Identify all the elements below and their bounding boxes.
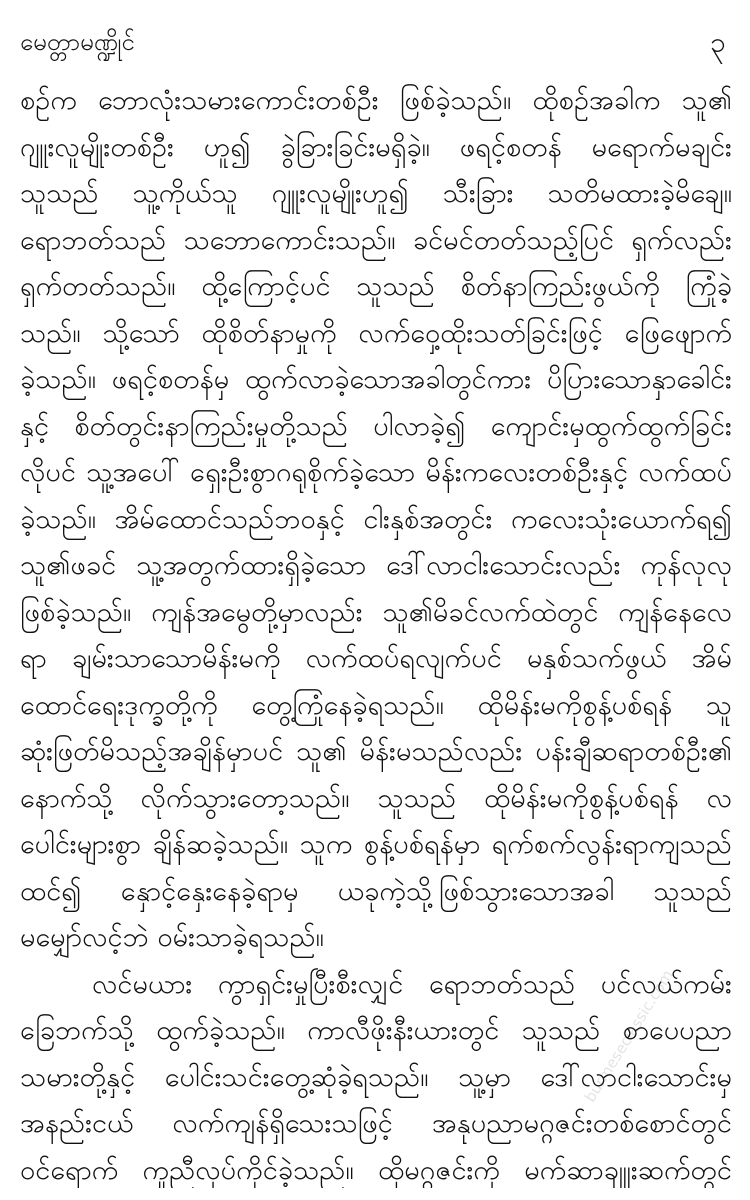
text-line: ရာ ချမ်းသာသောမိန်းမကို လက်ထပ်ရလျက်ပင် မနှစ်သက်ဖွယ် အိမ် bbox=[20, 643, 732, 674]
text-line: ခဲ့သည်။ ဖရင့်စတန်မှ ထွက်လာခဲ့သောအခါတွင်ကား ပိပြားသောနှာခေါင်း bbox=[20, 364, 732, 395]
text-line: သူ၏ဖခင် သူ့အတွက်ထားရှိခဲ့သော ဒေါ်လာငါးသောင်းလည်း ကုန်လုလု bbox=[20, 550, 732, 581]
text-line: အနည်းငယ် လက်ကျန်ရှိသေးသဖြင့် အနုပညာမဂ္ဂဇင်းတစ်စောင်တွင် bbox=[20, 1108, 732, 1139]
text-line: ဆုံးဖြတ်မိသည့်အချိန်မှာပင် သူ၏ မိန်းမသည်လည်း ပန်းချီဆရာတစ်ဦး၏ bbox=[20, 736, 732, 767]
text-line: သူသည် သူ့ကိုယ်သူ ဂျူးလူမျိုးဟူ၍ သီးခြား သတိမထားခဲ့မိချေ။ bbox=[20, 178, 732, 209]
body-text bbox=[20, 78, 732, 1188]
text-line: သမားတို့နှင့် ပေါင်းသင်းတွေ့ဆုံခဲ့ရသည်။ သူ့မှာ ဒေါ်လာငါးသောင်းမှ bbox=[20, 1061, 732, 1093]
text-line: ခြေဘက်သို့ ထွက်ခဲ့သည်။ ကာလီဖိုးနီးယားတွင် သူသည် စာပေပညာ bbox=[20, 1015, 732, 1046]
page-header bbox=[20, 26, 728, 66]
running-title: မေတ္တာမဏ္ဍိုင် bbox=[20, 28, 135, 56]
text-line: သည်။ သို့သော် ထိုစိတ်နာမှုကို လက်ဝှေ့ထိုးသတ်ခြင်းဖြင့် ဖြေဖျောက် bbox=[20, 317, 732, 349]
text-line: ထောင်ရေးဒုက္ခတို့ကို တွေ့ကြုံနေခဲ့ရသည်။ ထိုမိန်းမကိုစွန့်ပစ်ရန် သူ bbox=[20, 689, 732, 721]
text-line: ခဲ့သည်။ အိမ်ထောင်သည်ဘဝနှင့် ငါးနှစ်အတွင်း ကလေးသုံးယောက်ရ၍ bbox=[20, 503, 732, 535]
paragraph-end-line: မမျှော်လင့်ဘဲ ဝမ်းသာခဲ့ရသည်။ bbox=[20, 922, 324, 953]
text-line: ရှက်တတ်သည်။ ထို့ကြောင့်ပင် သူသည် စိတ်နာကြည်းဖွယ်ကို ကြုံခဲ့ bbox=[20, 271, 732, 302]
text-line: ဝင်ရောက် ကူညီလုပ်ကိုင်ခဲ့သည်။ ထိုမဂ္ဂဇင်းကို မက်ဆာချူးဆက်တွင် bbox=[20, 1154, 732, 1186]
text-line: ဖြစ်ခဲ့သည်။ ကျန်အမွေတို့မှာလည်း သူ၏မိခင်လက်ထဲတွင် ကျန်နေလေ bbox=[20, 596, 732, 628]
text-line: စဉ်က ဘောလုံးသမားကောင်းတစ်ဦး ဖြစ်ခဲ့သည်။ ထိုစဉ်အခါက သူ၏ bbox=[20, 85, 732, 116]
text-line: နောက်သို့ လိုက်သွားတော့သည်။ သူသည် ထိုမိန်းမကိုစွန့်ပစ်ရန် လ bbox=[20, 782, 732, 814]
text-line: နှင့် စိတ်တွင်းနာကြည်းမှုတို့သည် ပါလာခဲ့၍ ကျောင်းမှထွက်ထွက်ခြင်း bbox=[20, 410, 732, 442]
text-line: လိုပင် သူ့အပေါ် ရှေးဦးစွာဂရုစိုက်ခဲ့သော မိန်းကလေးတစ်ဦးနှင့် လက်ထပ် bbox=[20, 457, 732, 488]
paragraph-start-line: လင်မယား ကွာရှင်းမှုပြီးစီးလျှင် ရောဘတ်သည် ပင်လယ်ကမ်း bbox=[92, 968, 732, 1000]
text-line: ပေါင်းများစွာ ချိန်ဆခဲ့သည်။ သူက စွန့်ပစ်ရန်မှာ ရက်စက်လွန်းရာကျသည် bbox=[20, 829, 732, 860]
text-line: ရောဘတ်သည် သဘောကောင်းသည်။ ခင်မင်တတ်သည့်ပြင် ရှက်လည်း bbox=[20, 224, 732, 256]
text-line: ထင်၍ နှောင့်နှေးနေခဲ့ရာမှ ယခုကဲ့သို့ဖြစ်သွားသောအခါ သူသည် bbox=[20, 875, 732, 907]
text-line: ဂျူးလူမျိုးတစ်ဦး ဟူ၍ ခွဲခြားခြင်းမရှိခဲ့။ ဖရင့်စတန် မရောက်မချင်း bbox=[20, 131, 732, 163]
page-number: ၃ bbox=[710, 26, 726, 59]
watermark: burmeseclassic.com bbox=[580, 966, 677, 1106]
